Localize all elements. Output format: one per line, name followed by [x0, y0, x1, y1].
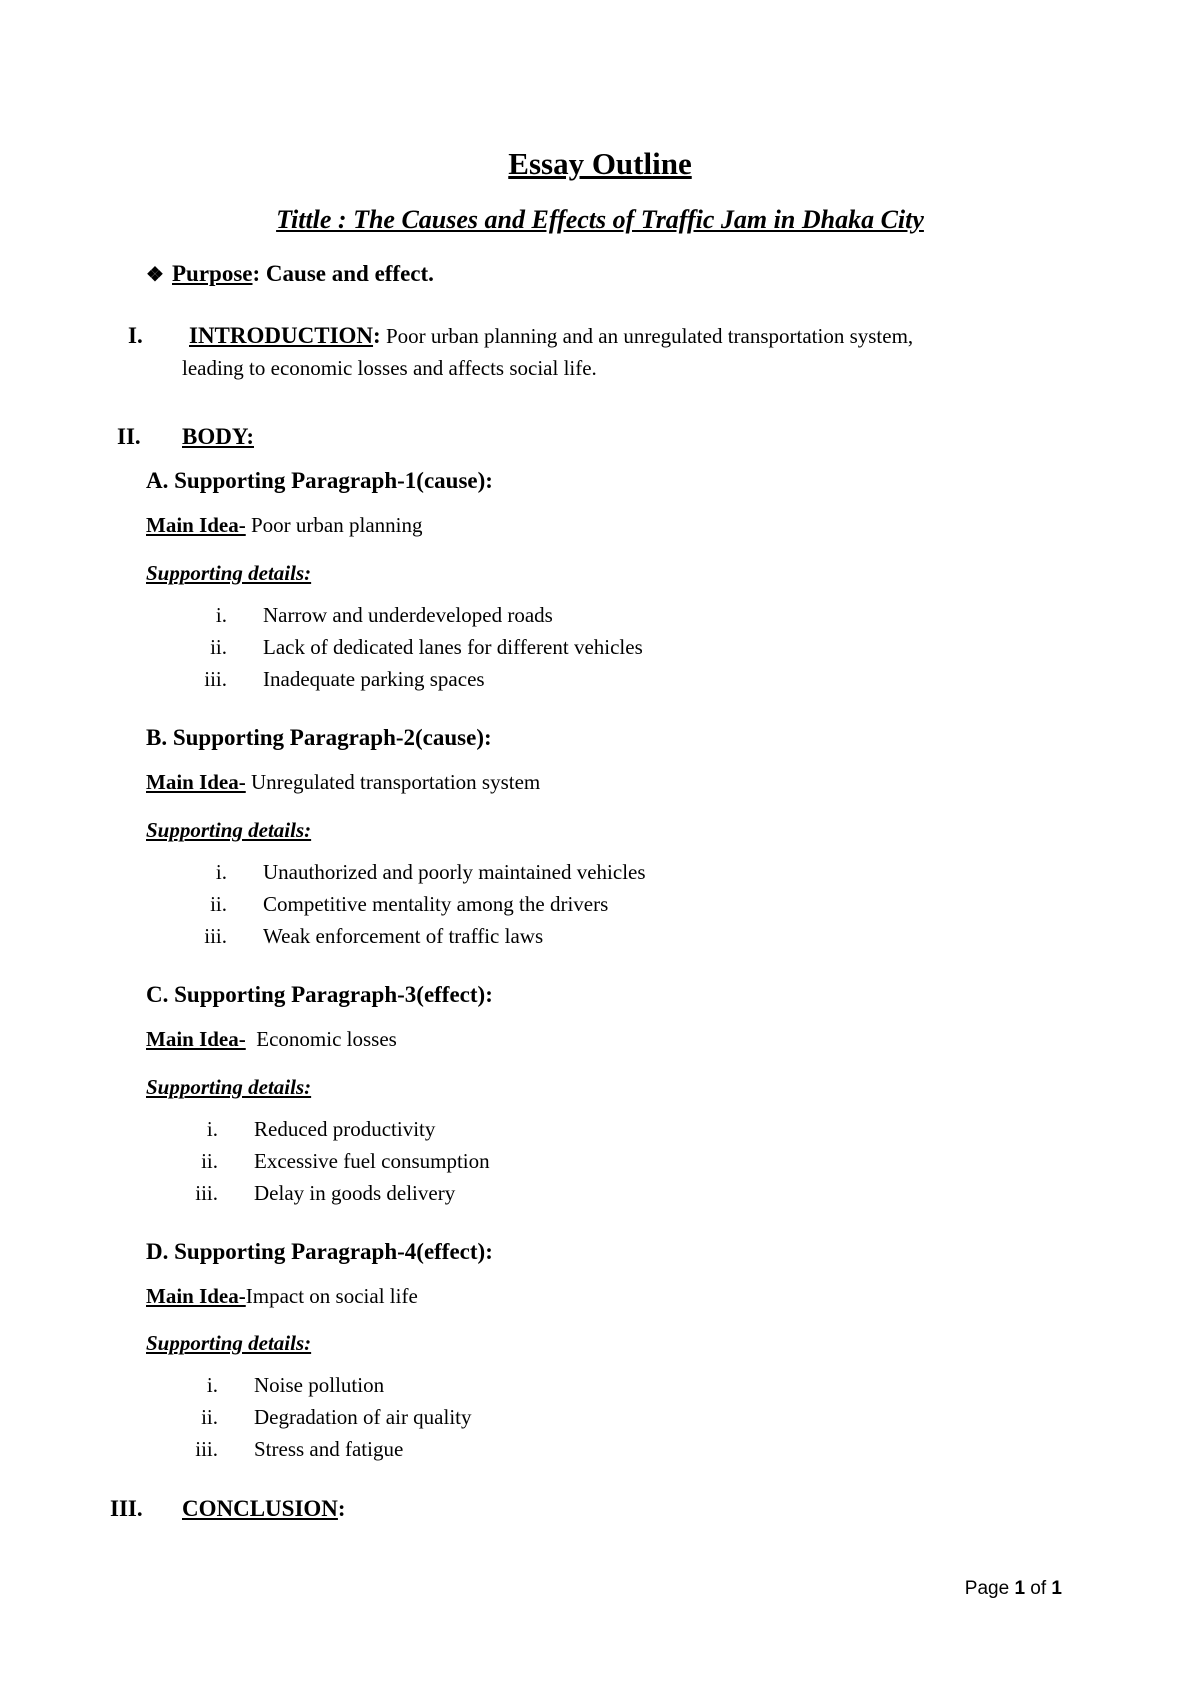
main-idea-label: Main Idea- [146, 770, 246, 794]
conclusion-colon: : [337, 1496, 346, 1521]
detail-item: Excessive fuel consumption [254, 1149, 490, 1173]
page-number [965, 1578, 1062, 1600]
main-idea-a [146, 513, 422, 538]
conclusion-line [182, 1496, 346, 1522]
main-idea-text: Impact on social life [245, 1284, 418, 1308]
main-idea-d [146, 1284, 418, 1309]
detail-item: Noise pollution [254, 1373, 385, 1397]
page-current: 1 [1014, 1578, 1026, 1599]
paragraph-heading-c: C. Supporting Paragraph-3(effect): [146, 982, 493, 1007]
intro-heading: INTRODUCTION [189, 323, 374, 348]
detail-num: ii. [210, 635, 227, 659]
body-numeral: II. [117, 424, 141, 449]
main-idea-text: Economic losses [245, 1027, 397, 1051]
intro-numeral: I. [128, 323, 143, 348]
conclusion-numeral: III. [110, 1496, 143, 1521]
detail-num: i. [215, 860, 227, 884]
details-label-c: Supporting details: [146, 1075, 312, 1099]
diamond-bullet-icon: ❖ [146, 264, 164, 286]
detail-item: Narrow and underdeveloped roads [263, 603, 553, 627]
detail-item: Unauthorized and poorly maintained vehicles [263, 860, 646, 884]
main-idea-text: Unregulated transportation system [245, 770, 541, 794]
main-idea-c [146, 1027, 397, 1052]
document-title: Essay Outline [508, 146, 692, 181]
details-label-a: Supporting details: [146, 561, 312, 585]
intro-text-1: Poor urban planning and an unregulated transportation system, [380, 324, 914, 348]
intro-colon: : [373, 323, 381, 348]
page-word: Page [964, 1578, 1015, 1599]
purpose-label: Purpose [172, 261, 253, 286]
detail-num: iii. [195, 1181, 218, 1205]
document-subtitle: Tittle : The Causes and Effects of Traffic Jam in Dhaka City [276, 205, 924, 234]
detail-num: i. [215, 603, 227, 627]
detail-num: iii. [204, 667, 227, 691]
purpose-line [146, 261, 434, 287]
detail-num: ii. [201, 1405, 218, 1429]
detail-item: Competitive mentality among the drivers [263, 892, 609, 916]
detail-num: iii. [204, 924, 227, 948]
detail-item: Lack of dedicated lanes for different vehicles [263, 635, 643, 659]
main-idea-b [146, 770, 540, 795]
page-total: 1 [1051, 1578, 1062, 1599]
detail-num: ii. [210, 892, 227, 916]
conclusion-heading: CONCLUSION [182, 1496, 338, 1521]
detail-item: Reduced productivity [254, 1117, 436, 1141]
purpose-colon: : [252, 261, 261, 286]
detail-item: Delay in goods delivery [254, 1181, 456, 1205]
of-word: of [1025, 1578, 1052, 1599]
detail-num: ii. [201, 1149, 218, 1173]
main-idea-label: Main Idea- [146, 513, 246, 537]
intro-text-2: leading to economic losses and affects social life. [182, 356, 597, 380]
detail-num: i. [206, 1117, 218, 1141]
purpose-text: Cause and effect. [260, 261, 434, 286]
detail-num: iii. [195, 1437, 218, 1461]
detail-item: Inadequate parking spaces [263, 667, 485, 691]
main-idea-label: Main Idea- [146, 1027, 246, 1051]
detail-item: Stress and fatigue [254, 1437, 404, 1461]
paragraph-heading-a: A. Supporting Paragraph-1(cause): [146, 468, 493, 493]
detail-item: Degradation of air quality [254, 1405, 472, 1429]
paragraph-heading-b: B. Supporting Paragraph-2(cause): [146, 725, 492, 750]
main-idea-label: Main Idea- [146, 1284, 246, 1308]
detail-item: Weak enforcement of traffic laws [263, 924, 544, 948]
intro-line-1 [189, 323, 913, 349]
details-label-d: Supporting details: [146, 1331, 312, 1355]
main-idea-text: Poor urban planning [245, 513, 423, 537]
paragraph-heading-d: D. Supporting Paragraph-4(effect): [146, 1239, 493, 1264]
details-label-b: Supporting details: [146, 818, 312, 842]
body-heading: BODY: [182, 424, 254, 449]
detail-num: i. [206, 1373, 218, 1397]
